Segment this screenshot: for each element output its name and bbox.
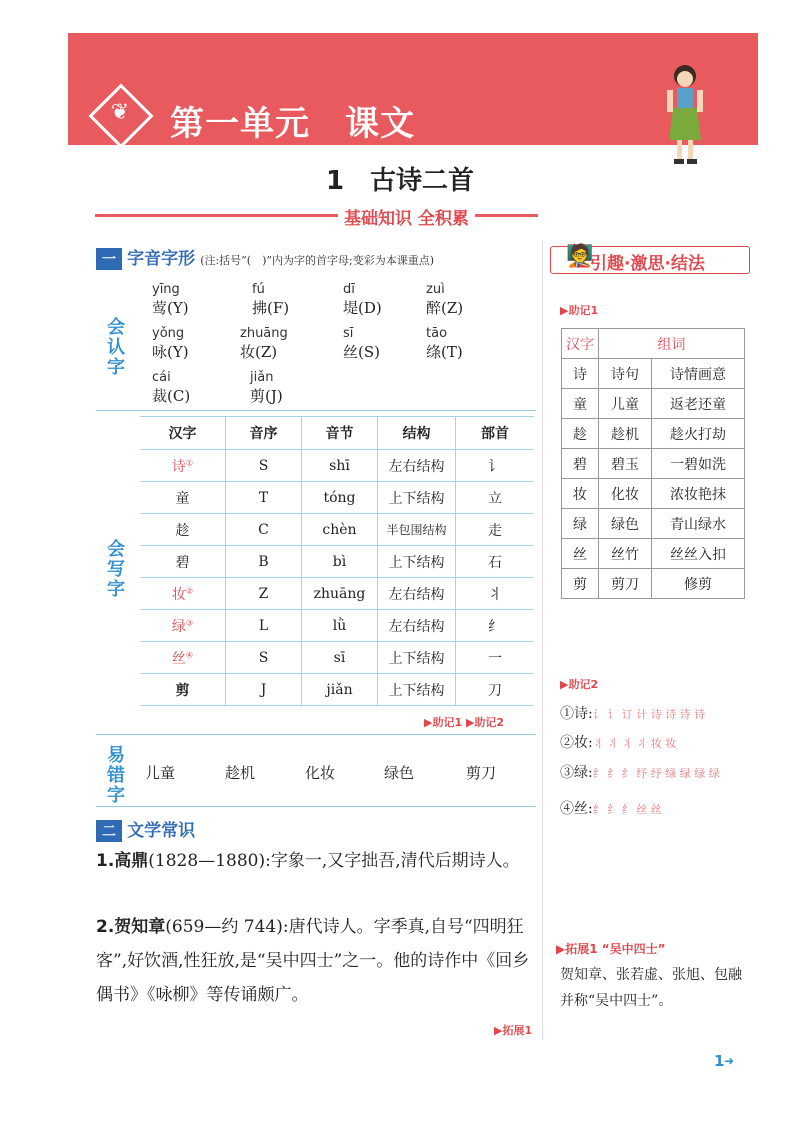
teacher-icon: 🧑‍🏫 bbox=[566, 244, 594, 269]
error-label: 易错字 bbox=[107, 745, 125, 806]
cell-order: Z bbox=[226, 578, 302, 610]
cell-struct: 半包围结构 bbox=[378, 514, 456, 546]
error-word: 趁机 bbox=[225, 764, 256, 782]
cell-syllable: lǜ bbox=[302, 610, 378, 642]
cell-radical: 讠 bbox=[456, 450, 535, 482]
divider bbox=[96, 410, 536, 411]
cell-radical: 刀 bbox=[456, 674, 535, 706]
recognize-item: yīng 莺(Y) bbox=[152, 282, 189, 317]
cell-order: S bbox=[226, 450, 302, 482]
section-1-title: 字音字形 bbox=[127, 249, 196, 269]
cell-radical: 丬 bbox=[456, 578, 535, 610]
table-row bbox=[140, 578, 534, 610]
cell-char: 诗① bbox=[140, 450, 226, 482]
table-row: 童 儿童 返老还童 bbox=[562, 389, 745, 419]
cell-struct: 左右结构 bbox=[378, 578, 456, 610]
error-word: 剪刀 bbox=[466, 764, 497, 782]
cell-order: B bbox=[226, 546, 302, 578]
cell-struct: 左右结构 bbox=[378, 610, 456, 642]
recognize-item: dī 堤(D) bbox=[343, 282, 382, 317]
cell-struct: 左右结构 bbox=[378, 450, 456, 482]
extension-tip: ▶拓展1 bbox=[494, 1024, 533, 1037]
error-word: 化妆 bbox=[305, 764, 336, 782]
arrow-icon: ➜ bbox=[724, 1054, 735, 1068]
col-header: 部首 bbox=[456, 417, 535, 450]
table-row bbox=[140, 642, 534, 674]
cell-char: 丝④ bbox=[140, 642, 226, 674]
memo-1-label: ▶助记1 bbox=[560, 304, 599, 317]
cell-syllable: chèn bbox=[302, 514, 378, 546]
table-row bbox=[140, 610, 534, 642]
table-row bbox=[140, 546, 534, 578]
section-2-number: 二 bbox=[96, 820, 122, 842]
col-header: 组词 bbox=[599, 329, 745, 359]
cell-radical: 立 bbox=[456, 482, 535, 514]
cell-char: 妆② bbox=[140, 578, 226, 610]
table-row: 妆 化妆 浓妆艳抹 bbox=[562, 479, 745, 509]
cell-struct: 上下结构 bbox=[378, 642, 456, 674]
stroke-order: ②妆:丬 丬 丬 丬 妆 妆 bbox=[560, 735, 677, 751]
section-label: 基础知识 全积累 bbox=[338, 204, 475, 229]
cell-syllable: sī bbox=[302, 642, 378, 674]
col-header: 音节 bbox=[302, 417, 378, 450]
cell-syllable: tóng bbox=[302, 482, 378, 514]
recognize-label: 会认字 bbox=[107, 317, 125, 378]
column-separator bbox=[542, 240, 543, 1040]
error-word: 儿童 bbox=[145, 764, 176, 782]
leaf-icon: ❦ bbox=[110, 100, 130, 125]
literature-item-1: 1.高鼎(1828—1880):字象一,又字拙吾,清代后期诗人。 bbox=[96, 851, 520, 871]
stroke-order: ④丝:纟 纟 纟 丝 丝 bbox=[560, 801, 662, 817]
lesson-title: 1 古诗二首 bbox=[325, 166, 475, 196]
table-row bbox=[140, 482, 534, 514]
recognize-item: yǒng 咏(Y) bbox=[152, 326, 189, 361]
section-1-heading bbox=[96, 244, 434, 270]
extension-text: 贺知章、张若虚、张旭、包融并称“吴中四士”。 bbox=[560, 967, 742, 1009]
table-row: 绿 绿色 青山绿水 bbox=[562, 509, 745, 539]
right-panel-title: 引趣·激思·结法 bbox=[590, 254, 705, 274]
table-row bbox=[140, 674, 534, 706]
section-2-title: 文学常识 bbox=[127, 821, 196, 841]
stroke-order: ①诗:讠 讠 订 计 诗 诗 诗 诗 bbox=[560, 706, 706, 722]
extension-title: ▶拓展1 “吴中四士” bbox=[556, 942, 666, 956]
literature-item-2: 2.贺知章(659—约 744):唐代诗人。字季真,自号“四明狂客”,好饮酒,性狂放,是“吴中四士”之一。他的诗作中《回乡偶书》《咏柳》等传诵颇广。 bbox=[96, 917, 530, 1005]
cell-char: 绿③ bbox=[140, 610, 226, 642]
col-header: 音序 bbox=[226, 417, 302, 450]
table-row bbox=[140, 514, 534, 546]
recognize-item: zuì 醉(Z) bbox=[426, 282, 464, 317]
divider bbox=[96, 734, 536, 735]
stroke-order: ③绿:纟 纟 纟 纾 纾 绿 绿 绿 绿 bbox=[560, 765, 720, 781]
cell-order: C bbox=[226, 514, 302, 546]
unit-title: 第一单元 课文 bbox=[170, 104, 415, 144]
cell-syllable: zhuāng bbox=[302, 578, 378, 610]
section-1-number: 一 bbox=[96, 248, 122, 270]
cell-syllable: shī bbox=[302, 450, 378, 482]
col-header: 汉字 bbox=[140, 417, 226, 450]
divider bbox=[96, 806, 536, 807]
cell-struct: 上下结构 bbox=[378, 482, 456, 514]
table-header-row bbox=[562, 329, 745, 359]
table-row: 剪 剪刀 修剪 bbox=[562, 569, 745, 599]
table-row: 趁 趁机 趁火打劫 bbox=[562, 419, 745, 449]
cell-struct: 上下结构 bbox=[378, 546, 456, 578]
table-row: 碧 碧玉 一碧如洗 bbox=[562, 449, 745, 479]
cell-order: L bbox=[226, 610, 302, 642]
write-table bbox=[140, 416, 534, 706]
recognize-item: fú 拂(F) bbox=[252, 282, 290, 317]
recognize-item: jiǎn 剪(J) bbox=[250, 370, 283, 405]
cell-order: J bbox=[226, 674, 302, 706]
table-header-row bbox=[140, 417, 534, 450]
page-number: 1 bbox=[714, 1052, 725, 1070]
section-1-note: (注:括号“( )”内为字的首字母;变彩为本课重点) bbox=[200, 254, 435, 267]
memo-2-label: ▶助记2 bbox=[560, 678, 599, 691]
girl-illustration bbox=[655, 60, 715, 170]
col-header: 汉字 bbox=[562, 329, 599, 359]
error-word: 绿色 bbox=[384, 764, 415, 782]
col-header: 结构 bbox=[378, 417, 456, 450]
recognize-item: zhuāng 妆(Z) bbox=[240, 326, 288, 361]
table-row: 丝 丝竹 丝丝入扣 bbox=[562, 539, 745, 569]
table-row: 诗 诗句 诗情画意 bbox=[562, 359, 745, 389]
cell-radical: 纟 bbox=[456, 610, 535, 642]
recognize-item: tāo 绦(T) bbox=[426, 326, 463, 361]
recognize-item: sī 丝(S) bbox=[343, 326, 380, 361]
cell-radical: 一 bbox=[456, 642, 535, 674]
cell-syllable: bì bbox=[302, 546, 378, 578]
cell-order: S bbox=[226, 642, 302, 674]
cell-radical: 走 bbox=[456, 514, 535, 546]
cell-char: 剪 bbox=[140, 674, 226, 706]
memo-tips: ▶助记1 ▶助记2 bbox=[424, 716, 505, 729]
cell-char: 碧 bbox=[140, 546, 226, 578]
cell-char: 童 bbox=[140, 482, 226, 514]
table-row bbox=[140, 450, 534, 482]
cell-struct: 上下结构 bbox=[378, 674, 456, 706]
recognize-item: cái 裁(C) bbox=[152, 370, 191, 405]
cell-order: T bbox=[226, 482, 302, 514]
word-reference-table bbox=[561, 328, 745, 599]
section-2-heading bbox=[96, 816, 195, 842]
cell-radical: 石 bbox=[456, 546, 535, 578]
write-label: 会写字 bbox=[107, 539, 125, 600]
cell-char: 趁 bbox=[140, 514, 226, 546]
cell-syllable: jiǎn bbox=[302, 674, 378, 706]
